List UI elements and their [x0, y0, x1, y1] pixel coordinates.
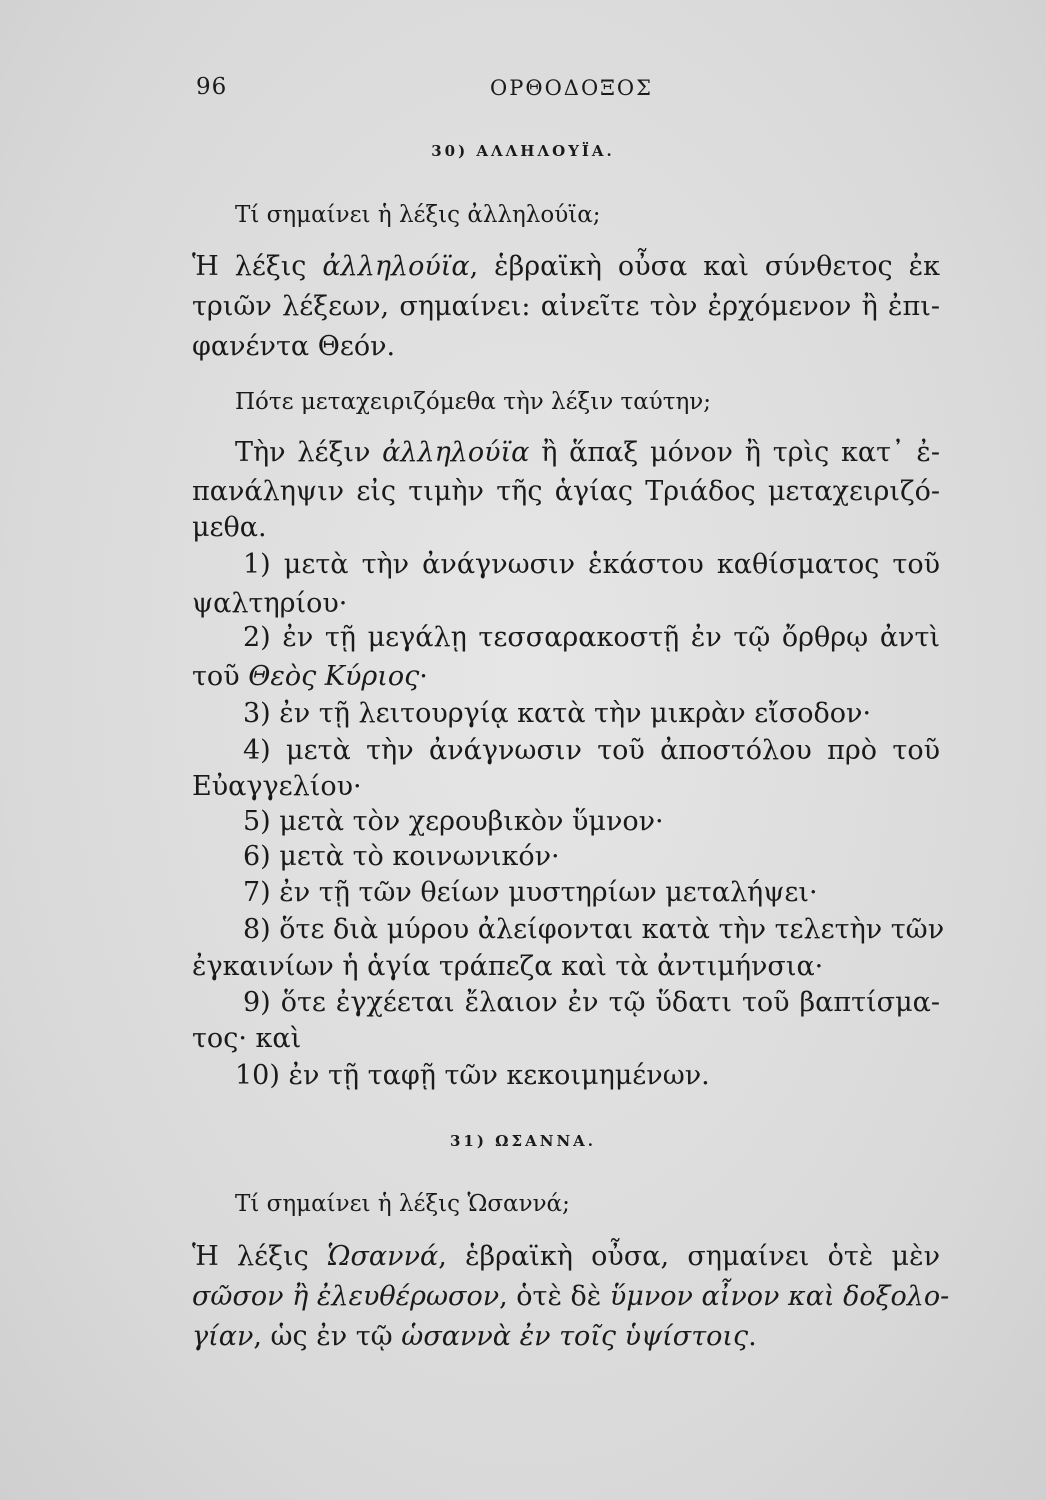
answer-1-text-a: Ἡ λέξις: [192, 251, 323, 282]
answer-1-line-2: τριῶν λέξεων, σημαίνει: αἰνεῖτε τὸν ἐρχόμενον ἢ ἐπι-: [192, 291, 940, 322]
answer-1-italic-term: ἀλληλούϊα: [322, 251, 470, 282]
list-item-8-cont: ἐγκαινίων ἡ ἁγία τράπεζα καὶ τὰ ἀντιμήνσια·: [192, 951, 824, 982]
running-title: ΟΡΘΟΔΟΞΟΣ: [490, 76, 654, 100]
list-item-4: 4) μετὰ τὴν ἀνάγνωσιν τοῦ ἀποστόλου πρὸ τοῦ: [243, 735, 940, 766]
answer-3-italic-b: ὕμνον αἶνον καὶ δοξολο-: [609, 1281, 950, 1312]
answer-3-text-d: , ὡς ἐν τῷ: [253, 1321, 402, 1352]
list-item-2-text-b: ·: [419, 661, 428, 692]
list-item-1: 1) μετὰ τὴν ἀνάγνωσιν ἑκάστου καθίσματος τοῦ: [243, 549, 940, 580]
page-header: [0, 70, 1046, 110]
answer-3-text-c: , ὁτὲ δὲ: [499, 1281, 610, 1312]
list-item-2-cont: [192, 660, 940, 694]
question-1: Τί σημαίνει ἡ λέξις ἀλληλούϊα;: [235, 202, 601, 228]
list-item-3: 3) ἐν τῇ λειτουργίᾳ κατὰ τὴν μικρὰν εἴσοδον·: [243, 698, 872, 729]
list-item-8: 8) ὅτε διὰ μύρου ἀλείφονται κατὰ τὴν τελετὴν τῶν: [243, 914, 945, 945]
list-item-7: 7) ἐν τῇ τῶν θείων μυστηρίων μεταλήψει·: [243, 877, 818, 908]
answer-1-line-1: [192, 250, 940, 284]
list-item-9-cont: τος· καὶ: [192, 1023, 302, 1054]
answer-3-text-b: , ἑβραϊκὴ οὖσα, σημαίνει ὁτὲ μὲν: [438, 1241, 940, 1272]
section-heading-30: 30) ΑΛΛΗΛΟΥΪΑ.: [431, 142, 615, 160]
list-item-2-italic: Θεὸς Κύριος: [248, 661, 420, 692]
question-3: Τί σημαίνει ἡ λέξις Ὡσαννά;: [235, 1191, 570, 1217]
answer-3-text-a: Ἡ λέξις: [192, 1241, 327, 1272]
list-item-9: 9) ὅτε ἐγχέεται ἔλαιον ἐν τῷ ὕδατι τοῦ βαπτίσμα-: [243, 987, 940, 1018]
answer-3-italic-c: γίαν: [192, 1321, 254, 1352]
list-item-2-text-a: τοῦ: [192, 661, 249, 692]
list-item-2: 2) ἐν τῇ μεγάλῃ τεσσαρακοστῇ ἐν τῷ ὄρθρῳ ἀντὶ: [243, 622, 940, 653]
answer-2-text-a: Τὴν λέξιν: [235, 437, 383, 468]
answer-3-text-e: .: [748, 1321, 757, 1352]
answer-2-line-1: [235, 436, 940, 470]
answer-1-text-b: , ἑβραϊκὴ οὖσα καὶ σύνθετος ἐκ: [469, 251, 940, 282]
answer-2-text-b: ἢ ἅπαξ μόνον ἢ τρὶς κατ᾽ ἐ-: [529, 437, 940, 468]
list-item-6: 6) μετὰ τὸ κοινωνικόν·: [243, 841, 560, 872]
answer-3-line-2: [192, 1280, 950, 1314]
section-heading-31: 31) ΩΣΑΝΝΑ.: [449, 1132, 597, 1150]
question-2: Πότε μεταχειριζόμεθα τὴν λέξιν ταύτην;: [235, 389, 711, 415]
list-item-4-cont: Εὐαγγελίου·: [192, 771, 362, 802]
list-item-10: 10) ἐν τῇ ταφῇ τῶν κεκοιμημένων.: [235, 1060, 710, 1091]
answer-1-line-3: φανέντα Θεόν.: [192, 331, 396, 362]
answer-3-italic-a: σῶσον ἢ ἐλευθέρωσον: [192, 1281, 500, 1312]
answer-2-italic-term: ἀλληλούϊα: [382, 437, 530, 468]
list-item-5: 5) μετὰ τὸν χερουβικὸν ὕμνον·: [243, 806, 664, 837]
page-number: 96: [196, 74, 228, 100]
answer-2-line-3: μεθα.: [192, 512, 267, 543]
answer-3-line-1: [192, 1240, 940, 1274]
answer-3-line-3: [192, 1320, 940, 1354]
answer-2-line-2: πανάληψιν εἰς τιμὴν τῆς ἁγίας Τριάδος μεταχειριζό-: [192, 476, 940, 507]
answer-3-italic-d: ὡσαννὰ ἐν τοῖς ὑψίστοις: [401, 1321, 749, 1352]
answer-3-italic-term: Ὡσαννά: [327, 1241, 439, 1272]
list-item-1-cont: ψαλτηρίου·: [192, 588, 348, 619]
